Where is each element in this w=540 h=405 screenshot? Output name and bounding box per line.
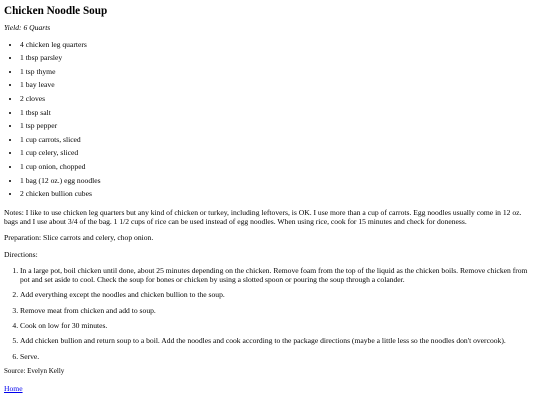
ingredient-item: • 1 cup carrots, sliced	[20, 133, 536, 147]
ingredient-item: • 1 tsp pepper	[20, 119, 536, 133]
recipe-preparation: Preparation: Slice carrots and celery, chop onion.	[4, 233, 154, 243]
ingredient-list	[4, 38, 536, 201]
recipe-yield: Yield: 6 Quarts	[4, 23, 51, 33]
direction-step: 4. Cook on low for 30 minutes.	[20, 321, 536, 330]
direction-step: 6. Serve.	[20, 352, 536, 361]
ingredient-item: • 1 cup onion, chopped	[20, 160, 536, 174]
ingredient-item: • 1 tbsp salt	[20, 106, 536, 120]
page-title: Chicken Noodle Soup	[4, 5, 108, 17]
directions-heading: Directions:	[4, 249, 38, 259]
direction-step: 2. Add everything except the noodles and chicken bullion to the soup.	[20, 290, 536, 299]
ingredient-item: • 1 cup celery, sliced	[20, 146, 536, 160]
directions-list	[4, 266, 536, 361]
ingredient-item: • 2 chicken bullion cubes	[20, 187, 536, 201]
ingredient-item: • 4 chicken leg quarters	[20, 38, 536, 52]
ingredient-item: • 1 tsp thyme	[20, 65, 536, 79]
ingredient-item: • 1 bag (12 oz.) egg noodles	[20, 174, 536, 188]
direction-step: 5. Add chicken bullion and return soup to a boil. Add the noodles and cook according to the package directions (maybe a little less so the noodles don't overcook).	[20, 336, 536, 345]
ingredient-item: • 1 bay leave	[20, 78, 536, 92]
recipe-source: Source: Evelyn Kelly	[4, 367, 65, 376]
direction-step: 1. In a large pot, boil chicken until done, about 25 minutes depending on the chicken. Remove foam from the top of the liquid as the chicken boils. Remove chicken from pot and set aside to cool. Check the soup for bones or chicken by using a slotted spoon or pouring the soup through a colander.	[20, 266, 536, 285]
direction-step: 3. Remove meat from chicken and add to soup.	[20, 306, 536, 315]
ingredient-item: • 2 cloves	[20, 92, 536, 106]
home-link[interactable]: Home	[4, 383, 23, 393]
ingredient-item: • 1 tbsp parsley	[20, 51, 536, 65]
recipe-notes: Notes: I like to use chicken leg quarters but any kind of chicken or turkey, including leftovers, is OK. I use more than a cup of carrots. Egg noodles usually come in 12 oz. bags and I use about 3/4 of the bag. 1 1/2 cups of rice can be used instead of egg noodles. When using rice, cook for 15 minutes and check for doneness.	[4, 207, 522, 227]
